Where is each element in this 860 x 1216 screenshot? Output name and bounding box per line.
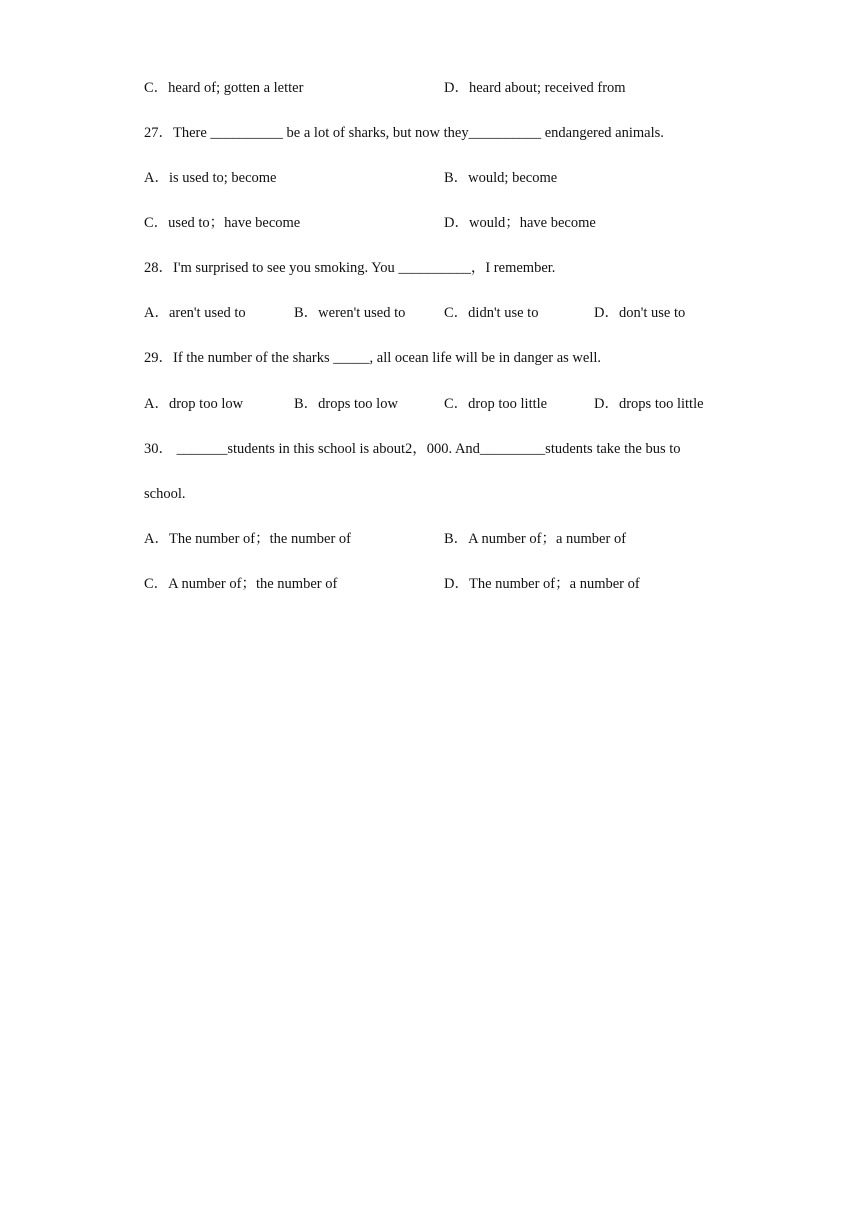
q29-option-a: A．drop too low [144, 396, 244, 412]
q28-option-b: B．weren't used to [294, 305, 406, 321]
q27-option-c: C．used to；have become [144, 215, 301, 231]
q28-option-d: D．don't use to [594, 305, 686, 321]
question-29: 29．If the number of the sharks _____, all ocean life will be in danger as well. [144, 350, 602, 366]
q26-option-d: D．heard about; received from [444, 80, 626, 96]
q30-option-b: B．A number of；a number of [444, 531, 627, 547]
question-28: 28．I'm surprised to see you smoking. You __________，I remember. [144, 260, 556, 276]
question-27: 27．There __________ be a lot of sharks, but now they__________ endangered animals. [144, 125, 664, 141]
q27-option-b: B．would; become [444, 170, 558, 186]
q30-option-d: D．The number of；a number of [444, 576, 640, 592]
q29-option-d: D．drops too little [594, 396, 704, 412]
q29-option-c: C．drop too little [444, 396, 548, 412]
q27-option-d: D．would；have become [444, 215, 596, 231]
question-30-continued: school. [144, 486, 186, 502]
q26-option-c: C．heard of; gotten a letter [144, 80, 304, 96]
q28-option-a: A．aren't used to [144, 305, 246, 321]
q29-option-b: B．drops too low [294, 396, 398, 412]
q27-option-a: A．is used to; become [144, 170, 277, 186]
q30-option-c: C．A number of；the number of [144, 576, 338, 592]
question-30: 30． _______students in this school is about2，000. And_________students take the bus to [144, 441, 681, 457]
q28-option-c: C．didn't use to [444, 305, 539, 321]
q30-option-a: A．The number of；the number of [144, 531, 351, 547]
